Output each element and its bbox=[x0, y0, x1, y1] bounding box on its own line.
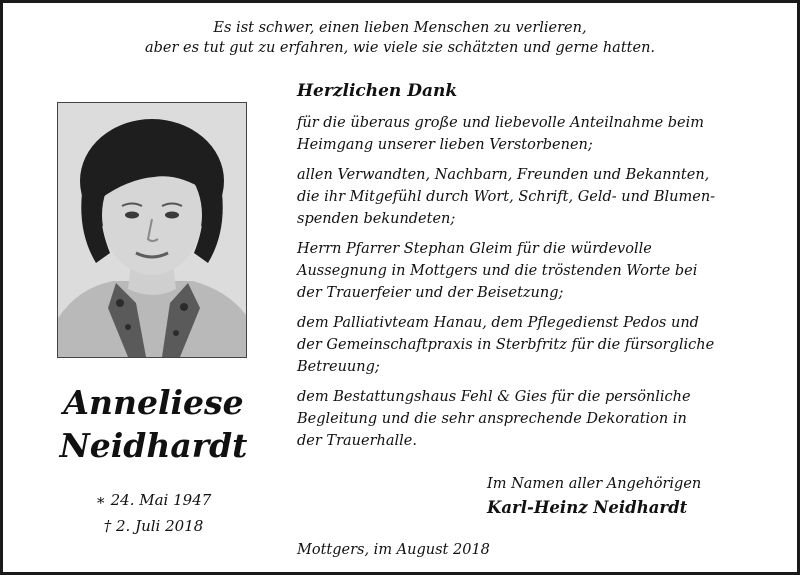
motto-line: aber es tut gut zu erfahren, wie viele sie schätzten und gerne hatten. bbox=[144, 40, 656, 56]
thanks-text bbox=[297, 79, 777, 460]
text-line: Heimgang unserer lieben Verstorbenen; bbox=[297, 137, 593, 153]
deceased-first-name: Anneliese bbox=[63, 383, 244, 422]
signoff bbox=[487, 473, 701, 521]
text-line: der Trauerhalle. bbox=[297, 433, 417, 449]
motto-line: Es ist schwer, einen lieben Menschen zu verlieren, bbox=[213, 20, 587, 36]
portrait-photo-image bbox=[58, 103, 246, 357]
text-line: dem Bestattungshaus Fehl & Gies für die persönliche bbox=[297, 389, 691, 405]
thanks-paragraph bbox=[297, 238, 777, 304]
death-date: † 2. Juli 2018 bbox=[103, 517, 204, 535]
thanks-paragraph bbox=[297, 386, 777, 452]
text-line: allen Verwandten, Nachbarn, Freunden und Bekannten, bbox=[297, 167, 710, 183]
portrait-photo bbox=[57, 102, 247, 358]
thanks-heading: Herzlichen Dank bbox=[297, 81, 458, 101]
text-line: Aussegnung in Mottgers und die tröstenden Worte bei bbox=[297, 263, 698, 279]
text-line: der Gemeinschaftpraxis in Sterbfritz für die fürsorgliche bbox=[297, 337, 715, 353]
birth-date: ∗ 24. Mai 1947 bbox=[95, 491, 212, 509]
signer-name: Karl-Heinz Neidhardt bbox=[487, 498, 688, 517]
signoff-intro: Im Namen aller Angehörigen bbox=[487, 476, 702, 492]
thanks-paragraph bbox=[297, 164, 777, 230]
text-line: die ihr Mitgefühl durch Wort, Schrift, Geld- und Blumen- bbox=[297, 189, 716, 205]
text-line: Herrn Pfarrer Stephan Gleim für die würdevolle bbox=[297, 241, 652, 257]
thanks-paragraph bbox=[297, 112, 777, 156]
text-line: spenden bekundeten; bbox=[297, 211, 456, 227]
place-and-date: Mottgers, im August 2018 bbox=[297, 542, 490, 558]
text-line: für die überaus große und liebevolle Anteilnahme beim bbox=[297, 115, 705, 131]
deceased-name bbox=[31, 381, 276, 467]
deceased-last-name: Neidhardt bbox=[59, 426, 248, 465]
life-dates bbox=[31, 487, 276, 539]
text-line: Begleitung und die sehr ansprechende Dekoration in bbox=[297, 411, 687, 427]
text-line: dem Palliativteam Hanau, dem Pflegedienst Pedos und bbox=[297, 315, 699, 331]
text-line: Betreuung; bbox=[297, 359, 380, 375]
motto bbox=[3, 18, 797, 58]
thanks-paragraph bbox=[297, 312, 777, 378]
text-line: der Trauerfeier und der Beisetzung; bbox=[297, 285, 564, 301]
